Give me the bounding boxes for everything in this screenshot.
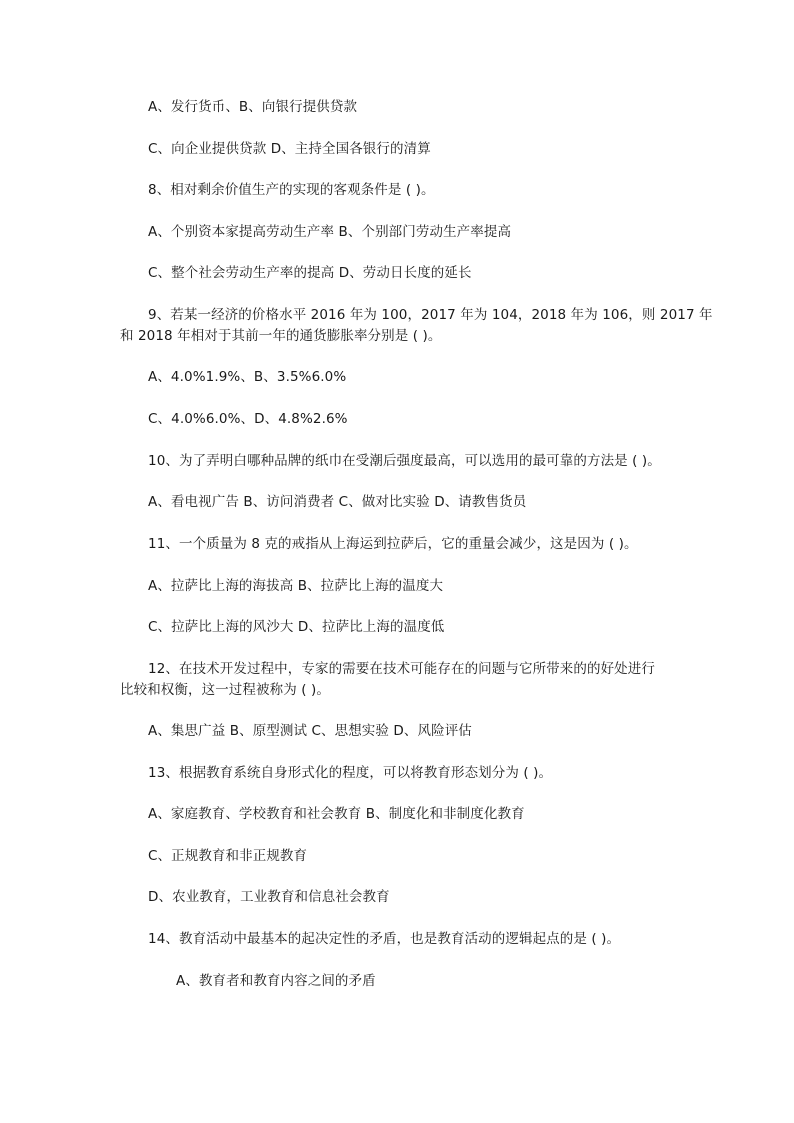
- q8-question: 8、相对剩余价值生产的实现的客观条件是 ( )。: [148, 182, 435, 198]
- q12-question-cont: 比较和权衡，这一过程被称为 ( )。: [120, 682, 330, 698]
- q9-question-cont: 和 2018 年相对于其前一年的通货膨胀率分别是 ( )。: [120, 328, 442, 344]
- q12-question: 12、在技术开发过程中，专家的需要在技术可能存在的问题与它所带来的的好处进行: [148, 661, 655, 677]
- q9-question: 9、若某一经济的价格水平 2016 年为 100，2017 年为 104，2018 年为 106，则 2017 年: [148, 307, 713, 323]
- q13-option-d: D、农业教育，工业教育和信息社会教育: [148, 889, 390, 905]
- q10-question: 10、为了弄明白哪种品牌的纸巾在受潮后强度最高，可以选用的最可靠的方法是 ( )。: [148, 453, 661, 469]
- q13-options-ab: A、家庭教育、学校教育和社会教育 B、制度化和非制度化教育: [148, 806, 525, 822]
- q7-options-cd: C、向企业提供贷款 D、主持全国各银行的清算: [148, 141, 431, 157]
- q14-question: 14、教育活动中最基本的起决定性的矛盾，也是教育活动的逻辑起点的是 ( )。: [148, 931, 621, 947]
- q11-options-cd: C、拉萨比上海的风沙大 D、拉萨比上海的温度低: [148, 619, 445, 635]
- q9-options-ab: A、4.0%1.9%、B、3.5%6.0%: [148, 369, 347, 385]
- q8-options-ab: A、个别资本家提高劳动生产率 B、个别部门劳动生产率提高: [148, 224, 512, 240]
- q12-options: A、集思广益 B、原型测试 C、思想实验 D、风险评估: [148, 723, 472, 739]
- q13-question: 13、根据教育系统自身形式化的程度，可以将教育形态划分为 ( )。: [148, 765, 553, 781]
- q11-question: 11、一个质量为 8 克的戒指从上海运到拉萨后，它的重量会减少，这是因为 ( )。: [148, 536, 638, 552]
- q7-options-ab: A、发行货币、B、向银行提供贷款: [148, 99, 358, 115]
- q13-option-c: C、正规教育和非正规教育: [148, 848, 308, 864]
- q14-option-a: A、教育者和教育内容之间的矛盾: [176, 973, 376, 989]
- q9-options-cd: C、4.0%6.0%、D、4.8%2.6%: [148, 411, 348, 427]
- q11-options-ab: A、拉萨比上海的海拔高 B、拉萨比上海的温度大: [148, 578, 444, 594]
- q8-options-cd: C、整个社会劳动生产率的提高 D、劳动日长度的延长: [148, 265, 472, 281]
- q10-options: A、看电视广告 B、访问消费者 C、做对比实验 D、请教售货员: [148, 494, 527, 510]
